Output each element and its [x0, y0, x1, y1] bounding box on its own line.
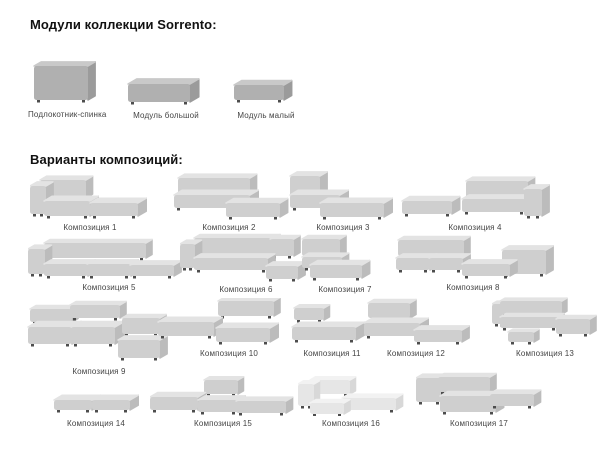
- figure-composition-8: [392, 232, 554, 293]
- composition-17-image: [416, 370, 542, 416]
- composition-10-label: Композиция 10: [200, 349, 258, 358]
- figure-composition-13: [492, 296, 598, 359]
- figure-composition-4: [400, 170, 550, 233]
- figure-composition-15: [150, 376, 296, 429]
- figure-composition-1: [30, 168, 150, 233]
- figure-composition-9: [26, 298, 172, 377]
- composition-10-image: [156, 298, 302, 346]
- composition-6-image: [180, 230, 312, 282]
- composition-15-label: Композиция 15: [194, 419, 252, 428]
- module-armrest-label: Подлокотник-спинка: [28, 110, 107, 119]
- composition-5-image: [28, 234, 190, 280]
- composition-17-label: Композиция 17: [450, 419, 508, 428]
- module-large-label: Модуль большой: [133, 111, 199, 120]
- figure-composition-3: [288, 164, 398, 233]
- composition-14-label: Композиция 14: [67, 419, 125, 428]
- composition-12-image: [360, 298, 472, 346]
- composition-14-image: [52, 382, 140, 416]
- composition-8-label: Композиция 8: [446, 283, 500, 292]
- figure-composition-12: [360, 298, 472, 359]
- composition-1-image: [30, 168, 150, 220]
- composition-16-label: Композиция 16: [322, 419, 380, 428]
- composition-11-label: Композиция 11: [303, 349, 361, 358]
- composition-13-label: Композиция 13: [516, 349, 574, 358]
- composition-1-label: Композиция 1: [63, 223, 117, 232]
- composition-7-image: [300, 232, 390, 282]
- figure-module-large: [124, 64, 208, 121]
- composition-6-label: Композиция 6: [219, 285, 273, 294]
- module-large-image: [124, 64, 208, 108]
- modules-heading: Модули коллекции Sorrento:: [30, 17, 217, 32]
- composition-8-image: [392, 232, 554, 280]
- composition-5-label: Композиция 5: [82, 283, 136, 292]
- module-small-image: [230, 66, 302, 108]
- figure-composition-5: [28, 234, 190, 293]
- figure-composition-6: [180, 230, 312, 295]
- composition-7-label: Композиция 7: [318, 285, 372, 294]
- composition-15-image: [150, 376, 296, 416]
- composition-16-image: [298, 376, 404, 416]
- figure-composition-16: [298, 376, 404, 429]
- figure-composition-14: [52, 382, 140, 429]
- composition-9-image: [26, 298, 172, 364]
- composition-3-image: [288, 164, 398, 220]
- composition-3-label: Композиция 3: [316, 223, 370, 232]
- module-small-label: Модуль малый: [237, 111, 295, 120]
- module-armrest-image: [28, 55, 98, 107]
- composition-13-image: [492, 296, 598, 346]
- figure-module-small: [230, 66, 302, 121]
- composition-2-image: [168, 164, 290, 220]
- composition-12-label: Композиция 12: [387, 349, 445, 358]
- figure-composition-2: [168, 164, 290, 233]
- figure-composition-10: [156, 298, 302, 359]
- composition-9-label: Композиция 9: [72, 367, 126, 376]
- figure-composition-17: [416, 370, 542, 429]
- composition-4-label: Композиция 4: [448, 223, 502, 232]
- composition-4-image: [400, 170, 550, 220]
- composition-2-label: Композиция 2: [202, 223, 256, 232]
- compositions-heading: Варианты композиций:: [30, 152, 183, 167]
- figure-module-armrest: [28, 55, 107, 120]
- figure-composition-7: [300, 232, 390, 295]
